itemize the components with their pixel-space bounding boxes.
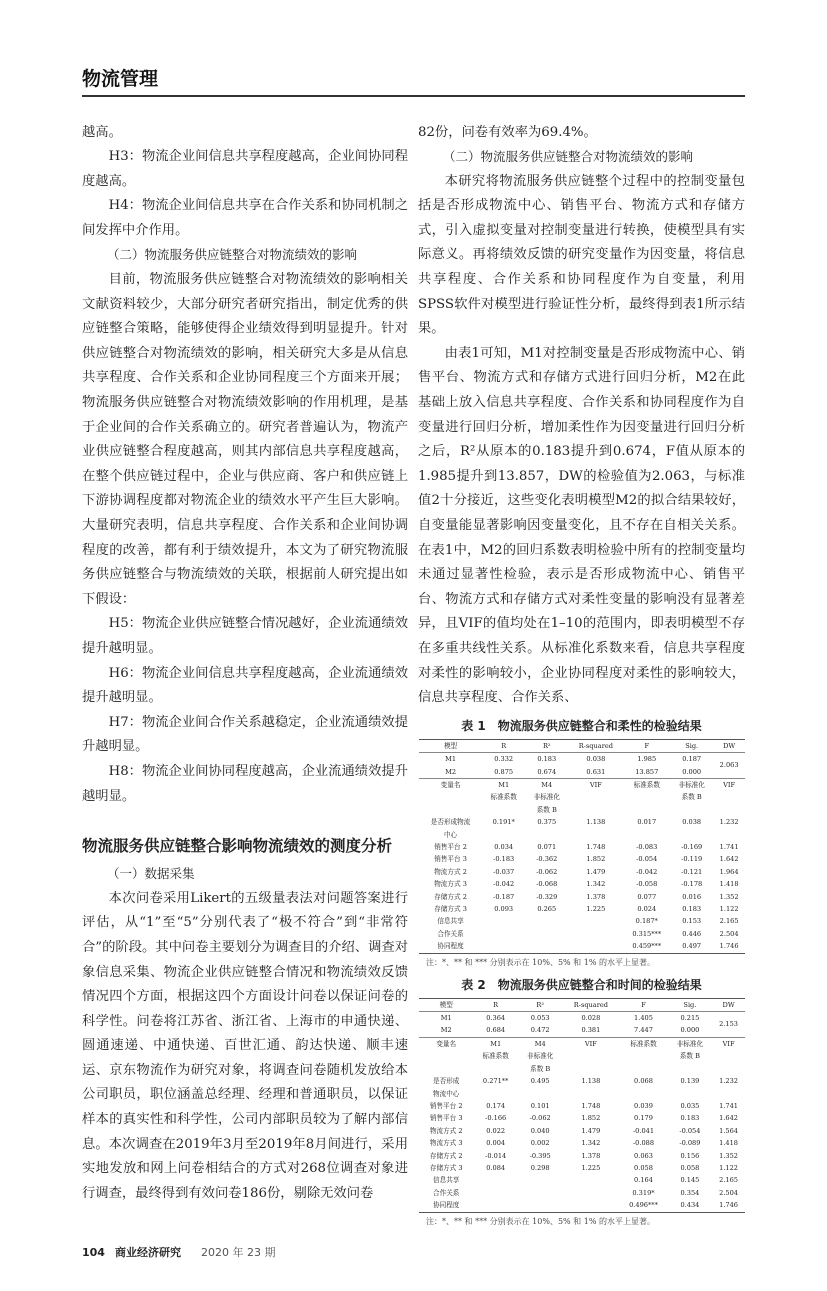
journal-name: 商业经济研究 bbox=[114, 1245, 181, 1259]
table-cell: 2.165 bbox=[719, 1176, 739, 1185]
table-cell: -0.089 bbox=[679, 1139, 701, 1148]
table-cell: M1 bbox=[419, 753, 482, 766]
table-row bbox=[419, 891, 745, 903]
column-header: 模型 bbox=[419, 739, 482, 752]
table-cell: 1.748 bbox=[581, 1101, 601, 1110]
section-title: 物流服务供应链整合影响物流绩效的测度分析 bbox=[82, 837, 393, 856]
page-number: 104 bbox=[82, 1245, 105, 1259]
table-cell: 1.741 bbox=[719, 843, 739, 851]
table-row bbox=[419, 1012, 745, 1025]
table-cell: 0.631 bbox=[586, 767, 606, 776]
page-footer bbox=[82, 1229, 745, 1261]
column-header: VIF bbox=[562, 1037, 619, 1075]
table-cell: 是否形成 物流中心 bbox=[433, 1077, 460, 1098]
table-cell: 0.024 bbox=[637, 905, 657, 914]
table-cell bbox=[473, 1187, 518, 1199]
table-cell: -0.395 bbox=[529, 1151, 551, 1160]
table-title: 表 1 物流服务供应链整合和柔性的检验结果 bbox=[461, 718, 702, 733]
table-row bbox=[419, 1162, 745, 1174]
table-cell: 存储方式 3 bbox=[434, 905, 467, 914]
table-cell: 2.165 bbox=[719, 917, 739, 926]
table-cell: 0.381 bbox=[581, 1026, 601, 1035]
table-row bbox=[419, 1199, 745, 1212]
table-cell: 0.332 bbox=[482, 753, 525, 766]
table-row bbox=[419, 928, 745, 940]
table-cell: 1.378 bbox=[581, 1151, 601, 1160]
table-cell: 7.447 bbox=[634, 1026, 653, 1035]
column-header: VIF bbox=[568, 778, 623, 816]
table-cell: 存储方式 3 bbox=[429, 1163, 463, 1172]
column-header: M1 标准系数 bbox=[482, 778, 525, 816]
table-cell bbox=[562, 1199, 619, 1212]
table-cell: -0.178 bbox=[681, 880, 703, 889]
table-row bbox=[419, 1100, 745, 1112]
table-cell: -0.083 bbox=[636, 843, 658, 851]
table-cell: 0.038 bbox=[682, 818, 702, 827]
table-row bbox=[419, 866, 745, 878]
table-cell: 0.040 bbox=[530, 1126, 550, 1135]
paragraph: 目前，物流服务供应链整合对物流绩效的影响相关文献资料较少，大部分研究者研究指出，制定优秀的供应链整合策略，能够使得企业绩效得到明显提升。针对供应链整合对物流绩效的影响，相关研究大多是从信息共享程度、合作关系和企业协同程度三个方面来开展；物流服务供应链整合对物流绩效影响的作用机理，是基于企业间的合作关系确立的。研究者普遍认为，物流产业供应链整合程度越高，则其内部信息共享程度越高，在整个供应链过程中，企业与供应商、客户和供应链上下游协调程度都对物流企业的绩效水平产生巨大影响。大量研究表明，信息共享程度、合作关系和企业间协调程度的改善，都有利于绩效提升，本文为了研究物流服务供应链整合与物流绩效的关联，根据前人研究提出如下假设： bbox=[82, 272, 408, 607]
table-cell: 1.852 bbox=[581, 1114, 601, 1123]
table-cell: 1.405 bbox=[619, 1012, 667, 1025]
column-header: F bbox=[619, 998, 667, 1011]
column-header: 非标准化 系数 B bbox=[668, 1037, 713, 1075]
table-cell: 1.642 bbox=[719, 855, 739, 864]
dw-value: 2.153 bbox=[712, 1012, 745, 1038]
column-header: R bbox=[473, 998, 518, 1011]
table-cell: 1.122 bbox=[719, 1163, 739, 1172]
paragraph: 由表1可知，M1对控制变量是否形成物流中心、销售平台、物流方式和存储方式进行回归分析，M2在此基础上放入信息共享程度、合作关系和协同程度作为自变量进行回归分析，增加柔性作为因变量进行回归分析之后，R²从原本的0.183提升到0.674，F值从原本的1.985提升到13.857，DW的检验值为2.063，与标准值2十分接近，这些变化表明模型M2的拟合结果较好，自变量能显著影响因变量变化，且不存在自相关关系。在表1中，M2的回归系数表明检验中所有的控制变量均未通过显著性检验，表示是否形成物流中心、销售平台、物流方式和存储方式对柔性变量的影响没有显著差异，且VIF的值均处在1–10的范围内，即表明模型不存在多重共线性关系。从标准化系数来看，信息共享程度对柔性的影响较小，企业协同程度对柔性的影响较大，信息共享程度、合作关系、 bbox=[418, 345, 745, 706]
table-cell: -0.054 bbox=[636, 855, 658, 864]
table-cell: 1.378 bbox=[586, 892, 606, 901]
table-cell: 销售平台 2 bbox=[434, 843, 467, 851]
table-cell: 协同程度 bbox=[419, 1199, 473, 1212]
paragraph: 本研究将物流服务供应链整个过程中的控制变量包括是否形成物流中心、销售平台、物流方式和存储方式，引入虚拟变量对控制变量进行转换，使模型具有实际意义。再将绩效反馈的研究变量作为因变量，将信息共享程度、合作关系和协同程度作为自变量，利用SPSS软件对模型进行验证性分析，最终得到表1所示结果。 bbox=[418, 173, 745, 337]
table-cell: 0.077 bbox=[637, 892, 657, 901]
hypothesis-h5: H5：物流企业供应链整合情况越好，企业流通绩效提升越明显。 bbox=[82, 616, 408, 656]
column-header: 标准系数 bbox=[619, 1037, 667, 1075]
table-cell bbox=[525, 915, 568, 927]
table-cell: 信息共享 bbox=[433, 1176, 460, 1185]
running-header: 物流管理 bbox=[82, 68, 159, 90]
table-cell: 0.084 bbox=[486, 1163, 506, 1172]
table-cell: 0.265 bbox=[537, 905, 557, 914]
tables bbox=[418, 717, 745, 1229]
table-note: 注：*、** 和 *** 分别表示在 10%、5% 和 1% 的水平上显著。 bbox=[426, 1216, 655, 1226]
table-row bbox=[419, 1174, 745, 1186]
table-cell: 0.053 bbox=[518, 1012, 563, 1025]
table-cell: M2 bbox=[445, 767, 457, 776]
table-row bbox=[419, 816, 745, 841]
column-header: R bbox=[482, 739, 525, 752]
column-header: Sig. bbox=[668, 998, 713, 1011]
table-cell bbox=[518, 1187, 563, 1199]
table-cell bbox=[568, 915, 623, 927]
table-cell: 0.187 bbox=[670, 753, 713, 766]
column-header: M4 非标准化 系数 B bbox=[518, 1037, 563, 1075]
table-cell bbox=[562, 1187, 619, 1199]
column-header: 标准系数 bbox=[623, 778, 670, 816]
table-cell: 0.153 bbox=[682, 917, 702, 926]
column-header: M1 标准系数 bbox=[473, 1037, 518, 1075]
table-row bbox=[419, 1150, 745, 1162]
column-header: DW bbox=[713, 739, 745, 752]
table-cell bbox=[482, 940, 525, 953]
table-cell: 0.000 bbox=[680, 1026, 700, 1035]
table-cell bbox=[482, 915, 525, 927]
table-cell: 物流方式 3 bbox=[434, 880, 467, 889]
hypothesis-h4: H4：物流企业间信息共享在合作关系和协同机制之间发挥中介作用。 bbox=[82, 198, 408, 238]
table-row bbox=[419, 841, 745, 853]
table-cell: -0.014 bbox=[485, 1151, 507, 1160]
table-cell: 1.342 bbox=[586, 880, 606, 889]
table-cell: 1.352 bbox=[719, 892, 739, 901]
table-cell: 0.145 bbox=[680, 1176, 700, 1185]
dw-value: 2.063 bbox=[713, 753, 745, 779]
table-cell: 0.472 bbox=[530, 1026, 550, 1035]
table-cell: 0.058 bbox=[634, 1163, 653, 1172]
table-cell: 1.138 bbox=[581, 1077, 601, 1086]
table-cell: 0.354 bbox=[680, 1188, 700, 1197]
table-cell: -0.088 bbox=[632, 1139, 655, 1148]
table-cell: 1.418 bbox=[719, 1139, 739, 1148]
table-cell bbox=[518, 1199, 563, 1212]
table-row bbox=[419, 940, 745, 953]
table-cell: 0.183 bbox=[682, 905, 702, 914]
table-cell: 0.016 bbox=[682, 892, 702, 901]
table-cell: 0.319* bbox=[632, 1188, 655, 1197]
table-cell: 0.034 bbox=[494, 843, 514, 851]
table-cell: 1.225 bbox=[581, 1163, 601, 1172]
table-cell: 1.342 bbox=[581, 1139, 601, 1148]
table-cell: 0.068 bbox=[634, 1077, 653, 1086]
paragraph: 越高。 bbox=[82, 124, 122, 140]
table-cell: 1.479 bbox=[586, 867, 606, 876]
table-row bbox=[419, 878, 745, 890]
table-cell: -0.062 bbox=[536, 867, 558, 876]
table-cell: 0.174 bbox=[486, 1101, 506, 1110]
table-cell: 0.271** bbox=[482, 1077, 509, 1086]
table-cell: 0.496*** bbox=[619, 1199, 667, 1212]
table-cell: 1.418 bbox=[719, 880, 739, 889]
column-header: R² bbox=[518, 998, 563, 1011]
table-cell: 1.138 bbox=[586, 818, 606, 827]
table-cell: 1.564 bbox=[719, 1126, 739, 1135]
table-cell: 0.093 bbox=[494, 905, 514, 914]
table-cell: 1.352 bbox=[719, 1151, 739, 1160]
table-cell: M2 bbox=[440, 1026, 452, 1035]
table-cell: 物流方式 2 bbox=[434, 867, 467, 876]
table-cell: 0.459*** bbox=[623, 940, 670, 953]
table-cell: 1.225 bbox=[586, 905, 606, 914]
table-cell: 物流方式 3 bbox=[429, 1139, 463, 1148]
table-cell: 0.674 bbox=[537, 767, 557, 776]
table-row bbox=[419, 753, 745, 766]
table-row bbox=[419, 1137, 745, 1149]
table-cell: 0.022 bbox=[486, 1126, 506, 1135]
table-cell: 1.642 bbox=[719, 1114, 739, 1123]
table-cell: 0.875 bbox=[494, 767, 514, 776]
table-cell: 0.446 bbox=[682, 929, 702, 938]
table-cell: 0.017 bbox=[637, 818, 657, 827]
table-cell: 0.187* bbox=[635, 917, 658, 926]
table-cell: 0.684 bbox=[486, 1026, 506, 1035]
table-cell: 协同程度 bbox=[419, 940, 482, 953]
table-cell: 信息共享 bbox=[437, 917, 464, 926]
table-cell: -0.042 bbox=[636, 867, 658, 876]
header-rule bbox=[82, 95, 745, 97]
table-cell bbox=[568, 940, 623, 953]
table-cell bbox=[525, 940, 568, 953]
table-cell: 存储方式 2 bbox=[434, 892, 467, 901]
table-cell: -0.068 bbox=[536, 880, 558, 889]
table-cell: 0.315*** bbox=[632, 929, 662, 938]
paragraph: 本次问卷采用Likert的五级量表法对问题答案进行评估，从“1”至“5”分别代表了“极不符合”到“非常符合”的阶段。其中问卷主要划分为调查目的介绍、调查对象信息采集、物流企业供应链整合情况和物流绩效反馈情况四个方面，根据这四个方面设计问卷以保证问卷的科学性。问卷将江苏省、浙江省、上海市的申通快递、圆通速递、中通快递、百世汇通、韵达快递、顺丰速运、京东物流作为研究对象，将调查问卷随机发放给本公司职员，职位涵盖总经理、经理和普通职员，以保证样本的真实性和科学性，公司内部职员较为了解内部信息。本次调查在2019年3月至2019年8月间进行，采用实地发放和网上问卷相结合的方式对268位调查对象进行调查，最终得到有效问卷186份，剔除无效问卷 bbox=[82, 890, 408, 1201]
table-row bbox=[419, 1024, 745, 1037]
table-cell: 0.364 bbox=[473, 1012, 518, 1025]
table-cell: 是否形成物流 中心 bbox=[430, 818, 471, 839]
table-cell: 1.985 bbox=[623, 753, 670, 766]
table-cell: -0.058 bbox=[636, 880, 658, 889]
table-cell bbox=[482, 928, 525, 940]
table-cell: 1.232 bbox=[719, 818, 739, 827]
table-cell: 1.122 bbox=[719, 905, 739, 914]
results-table bbox=[419, 739, 745, 954]
table-cell: 0.039 bbox=[634, 1101, 653, 1110]
column-header: 模型 bbox=[419, 998, 473, 1011]
table-cell: 13.857 bbox=[635, 767, 659, 776]
table-cell: 0.004 bbox=[486, 1139, 506, 1148]
column-header: DW bbox=[712, 998, 745, 1011]
table-note: 注：*、** 和 *** 分别表示在 10%、5% 和 1% 的水平上显著。 bbox=[426, 957, 655, 967]
table-cell: 销售平台 2 bbox=[429, 1101, 463, 1110]
table-cell: 0.028 bbox=[562, 1012, 619, 1025]
table-row bbox=[419, 766, 745, 779]
results-table bbox=[419, 998, 745, 1213]
table-row bbox=[419, 1075, 745, 1100]
table-cell: 0.191* bbox=[492, 818, 515, 827]
subheading: （一）数据采集 bbox=[107, 866, 195, 882]
table-cell: 0.183 bbox=[525, 753, 568, 766]
table-cell: 1.964 bbox=[719, 867, 739, 876]
table-row bbox=[419, 1187, 745, 1199]
table-cell: 1.748 bbox=[586, 843, 606, 851]
columns bbox=[82, 121, 745, 1229]
column-header: R-squared bbox=[562, 998, 619, 1011]
table-cell: 0.000 bbox=[682, 767, 702, 776]
table-cell: 2.504 bbox=[719, 1188, 739, 1197]
column-header: F bbox=[623, 739, 670, 752]
column-header: 变量名 bbox=[419, 778, 482, 816]
table-row bbox=[419, 915, 745, 927]
table-cell: 0.038 bbox=[568, 753, 623, 766]
table-cell: 1.746 bbox=[713, 940, 745, 953]
table-cell: -0.187 bbox=[493, 892, 515, 901]
table-cell: -0.362 bbox=[536, 855, 558, 864]
table-cell bbox=[473, 1199, 518, 1212]
table-cell: 0.139 bbox=[680, 1077, 700, 1086]
table-cell: -0.329 bbox=[536, 892, 558, 901]
table-cell: 0.375 bbox=[537, 818, 557, 827]
column-header: R-squared bbox=[568, 739, 623, 752]
table-cell: -0.041 bbox=[632, 1126, 655, 1135]
column-header: VIF bbox=[712, 1037, 745, 1075]
table-cell: -0.119 bbox=[681, 855, 703, 864]
table-cell: 2.504 bbox=[719, 929, 739, 938]
table-row bbox=[419, 853, 745, 865]
column-header: R² bbox=[525, 739, 568, 752]
table-cell: 0.179 bbox=[634, 1114, 653, 1123]
table-cell: 1.746 bbox=[712, 1199, 745, 1212]
table-cell: 0.156 bbox=[680, 1151, 700, 1160]
hypothesis-h6: H6：物流企业间信息共享程度越高，企业流通绩效提升越明显。 bbox=[82, 665, 408, 706]
table-cell: 0.058 bbox=[680, 1163, 700, 1172]
table-cell: 0.071 bbox=[537, 843, 557, 851]
issue: 2020 年 23 期 bbox=[200, 1245, 276, 1259]
table-cell: 0.164 bbox=[634, 1176, 653, 1185]
column-header: VIF bbox=[713, 778, 745, 816]
left-column bbox=[82, 121, 408, 1207]
hypothesis-h8: H8：物流企业间协同程度越高，企业流通绩效提升越明显。 bbox=[82, 763, 408, 804]
table-title: 表 2 物流服务供应链整合和时间的检验结果 bbox=[461, 977, 702, 992]
table-cell: -0.037 bbox=[493, 867, 515, 876]
table-cell: 0.101 bbox=[530, 1101, 550, 1110]
subheading: （二）物流服务供应链整合对物流绩效的影响 bbox=[107, 247, 358, 263]
table-cell: 0.434 bbox=[668, 1199, 713, 1212]
table-cell: 0.495 bbox=[530, 1077, 550, 1086]
table-cell: 物流方式 2 bbox=[429, 1126, 463, 1135]
table-cell bbox=[473, 1174, 518, 1186]
subheading: （二）物流服务供应链整合对物流绩效的影响 bbox=[443, 149, 694, 165]
right-column bbox=[418, 121, 745, 1229]
table-cell: 存储方式 2 bbox=[429, 1151, 463, 1160]
table-cell: 0.215 bbox=[668, 1012, 713, 1025]
table-row bbox=[419, 903, 745, 915]
table-cell: -0.054 bbox=[679, 1126, 701, 1135]
hypothesis-h3: H3：物流企业间信息共享程度越高，企业间协同程度越高。 bbox=[82, 149, 408, 189]
table-cell: 合作关系 bbox=[433, 1188, 460, 1197]
table-cell: M1 bbox=[419, 1012, 473, 1025]
table-cell: 合作关系 bbox=[437, 929, 464, 938]
table-cell: 0.298 bbox=[530, 1163, 550, 1172]
table-cell: 0.002 bbox=[530, 1139, 550, 1148]
table-cell: 1.852 bbox=[586, 855, 606, 864]
column-header: 变量名 bbox=[419, 1037, 473, 1075]
column-header: Sig. bbox=[670, 739, 713, 752]
table-row bbox=[419, 1125, 745, 1137]
table-cell: 1.479 bbox=[581, 1126, 601, 1135]
table-cell bbox=[568, 928, 623, 940]
table-cell: 销售平台 3 bbox=[429, 1114, 463, 1123]
paragraph: 82份，问卷有效率为69.4%。 bbox=[418, 124, 597, 140]
column-header: 非标准化 系数 B bbox=[670, 778, 713, 816]
table-cell bbox=[562, 1174, 619, 1186]
table-cell: -0.121 bbox=[681, 867, 703, 876]
table-row bbox=[419, 1112, 745, 1124]
table-cell: 0.063 bbox=[634, 1151, 653, 1160]
table-cell: -0.169 bbox=[681, 843, 703, 851]
table-cell: -0.062 bbox=[529, 1114, 551, 1123]
table-cell bbox=[525, 928, 568, 940]
table-cell: -0.166 bbox=[485, 1114, 507, 1123]
table-cell bbox=[518, 1174, 563, 1186]
hypothesis-h7: H7：物流企业间合作关系越稳定，企业流通绩效提升越明显。 bbox=[82, 714, 408, 755]
table-cell: -0.183 bbox=[493, 855, 515, 864]
table-cell: 0.035 bbox=[680, 1101, 700, 1110]
table-cell: 0.497 bbox=[670, 940, 713, 953]
table-cell: 0.183 bbox=[680, 1114, 700, 1123]
table-cell: 1.741 bbox=[719, 1101, 739, 1110]
table-cell: -0.042 bbox=[493, 880, 515, 889]
table-cell: 1.232 bbox=[719, 1077, 739, 1086]
table-cell: 销售平台 3 bbox=[434, 855, 467, 864]
column-header: M4 非标准化 系数 B bbox=[525, 778, 568, 816]
